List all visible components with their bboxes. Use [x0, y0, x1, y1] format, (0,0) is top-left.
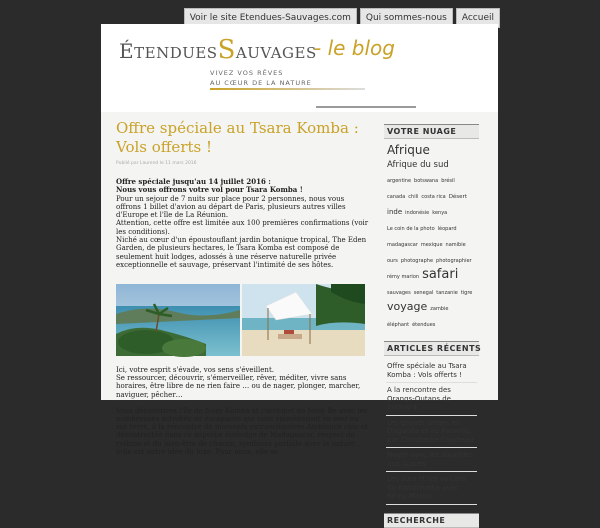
recent-post-link[interactable]: Les grands singes en Ouganda et au Rwanda, par Christophe Courteau	[386, 416, 477, 449]
logo-divider	[210, 88, 365, 90]
lodge-description: Niché au cœur d'un époustouflant jardin botanique tropical, The Eden Garden, de plusieurs hectares, le Tsara Komba est composé de seulement huit lodges, adossés à une réserve naturelle privée exceptionnelle et sauvage, préservant l'intimité de ses hôtes.	[116, 236, 367, 269]
tag-link[interactable]: canada	[387, 194, 406, 200]
tag-link[interactable]: botswana	[414, 178, 439, 184]
page-container	[101, 24, 498, 525]
tag-link[interactable]: tigre	[460, 290, 473, 296]
logo-word-auvages: AUVAGES	[235, 44, 317, 62]
tag-link[interactable]: voyage	[387, 300, 428, 313]
logo-blog-label: - le blog	[314, 36, 395, 60]
tagline-line-1: VIVEZ VOS RÊVES	[210, 69, 284, 77]
tag-link[interactable]: kenya	[432, 210, 448, 216]
logo-tagline	[210, 68, 312, 88]
post-body	[116, 366, 371, 464]
tag-link[interactable]: madagascar	[387, 242, 418, 248]
tag-link[interactable]: Le coin de la photo	[387, 226, 435, 232]
offer-subheadline: Nous vous offrons votre vol pour Tsara Komba !	[116, 185, 303, 195]
tag-link[interactable]: zambie	[430, 306, 449, 312]
tag-link[interactable]: Afrique du sud	[387, 160, 449, 170]
offer-details: Pour un sejour de 7 nuits sur place pour 2 personnes, nous vous offrons 1 billet d'avion au départ de Paris, plusieurs autres villes d'Europe et l'île de La Réunion.	[116, 194, 346, 220]
paragraph-line: Se ressourcer, découvrir, s'émerveiller, rêver, méditer, vivre sans horaires, être libre de ne rien faire … ou de nager, plonger, marcher, naviguer, pêcher…	[116, 374, 361, 399]
offer-headline: Offre spéciale jusqu'au 14 juillet 2016 :	[116, 177, 271, 186]
header-shadow-divider	[316, 106, 416, 108]
search-title: RECHERCHE	[384, 513, 479, 528]
recent-post-link[interactable]: Offre spéciale au Tsara Komba : Vols offerts !	[386, 359, 477, 383]
sidebar	[384, 124, 482, 528]
logo-letter-s: S	[217, 35, 236, 65]
tag-link[interactable]: Désert	[448, 194, 467, 200]
main-content	[116, 119, 371, 456]
tag-link[interactable]: chili	[408, 194, 419, 200]
tag-link[interactable]: léopard	[437, 226, 457, 232]
tag-link[interactable]: étendues	[412, 322, 436, 328]
tag-link[interactable]: sauvages	[387, 290, 411, 296]
logo-word-tendues: TENDUES	[134, 44, 218, 62]
tag-link[interactable]: photographe	[400, 258, 434, 264]
recent-posts-list	[384, 356, 479, 508]
recent-post-link[interactable]: A la rencontre des Orangs-Outans de Sumatra	[386, 383, 477, 416]
tag-link[interactable]: inde	[387, 208, 403, 216]
tag-link[interactable]: rémy marion	[387, 274, 420, 280]
tag-link[interactable]: ours	[387, 258, 398, 264]
nav-link-about[interactable]: Qui sommes-nous	[360, 8, 453, 28]
tagcloud-title: VOTRE NUAGE	[384, 124, 479, 139]
tag-link[interactable]: safari	[422, 267, 459, 282]
offer-conditions: Attention, cette offre est limitée aux 100 premières confirmations (voir les conditions).	[116, 219, 369, 236]
post-paragraph: Vous découvrirez l'île de Nosy Komba et l'archipel de Nosy Be avec les nombreuses activités ou escapades qui vous emmèneront en mer ou sur terre, à la rencontre de moments extraordinaires.Ambiance chic et décontractée dans ce superbe écolodge de Madagascar, respect du rythme et du bien-être de chacun, symbiose parfaite avec la nature… telle est notre idée du luxe. Pour nous, elle se	[116, 406, 368, 456]
tag-link[interactable]: mexique	[420, 242, 443, 248]
tag-link[interactable]: costa rica	[421, 194, 446, 200]
tag-link[interactable]: Afrique	[387, 143, 430, 157]
nav-link-main-site[interactable]: Voir le site Etendues-Sauvages.com	[184, 8, 357, 28]
post-meta: Publié par Laurend le 11 mars 2016	[116, 161, 197, 166]
paragraph-line: Ici, votre esprit s'évade, vos sens s'éveillent.	[116, 366, 274, 374]
tag-link[interactable]: brésil	[441, 178, 455, 184]
blog-header	[101, 24, 498, 112]
tag-cloud	[384, 139, 479, 335]
tag-link[interactable]: photographier	[436, 258, 472, 264]
recent-post-link[interactable]: Les ours et les volcans du Kamtchatka avec Rémy Marion	[386, 472, 477, 505]
tag-link[interactable]: senegal	[413, 290, 434, 296]
tag-link[interactable]: indonésie	[405, 210, 430, 216]
tag-link[interactable]: tanzanie	[436, 290, 458, 296]
post-paragraph	[116, 366, 371, 399]
recent-posts-widget	[384, 341, 482, 508]
tagline-line-2: AU CŒUR DE LA NATURE	[210, 79, 312, 87]
tag-link[interactable]: namibie	[445, 242, 466, 248]
recent-post-link[interactable]: Nager avec les dauphins aux Açores	[386, 448, 477, 472]
recent-posts-title: ARTICLES RÉCENTS	[384, 341, 479, 356]
tag-link[interactable]: éléphant	[387, 322, 410, 328]
tag-link[interactable]: argentine	[387, 178, 412, 184]
nav-link-home[interactable]: Accueil	[456, 8, 500, 28]
tropical-beach-photo	[116, 284, 365, 356]
site-logo[interactable]	[119, 35, 317, 65]
post-photo-banner	[116, 284, 365, 356]
logo-letter-e: É	[119, 39, 135, 63]
post-intro	[116, 178, 371, 269]
post-title[interactable]: Offre spéciale au Tsara Komba : Vols offerts !	[116, 119, 359, 156]
